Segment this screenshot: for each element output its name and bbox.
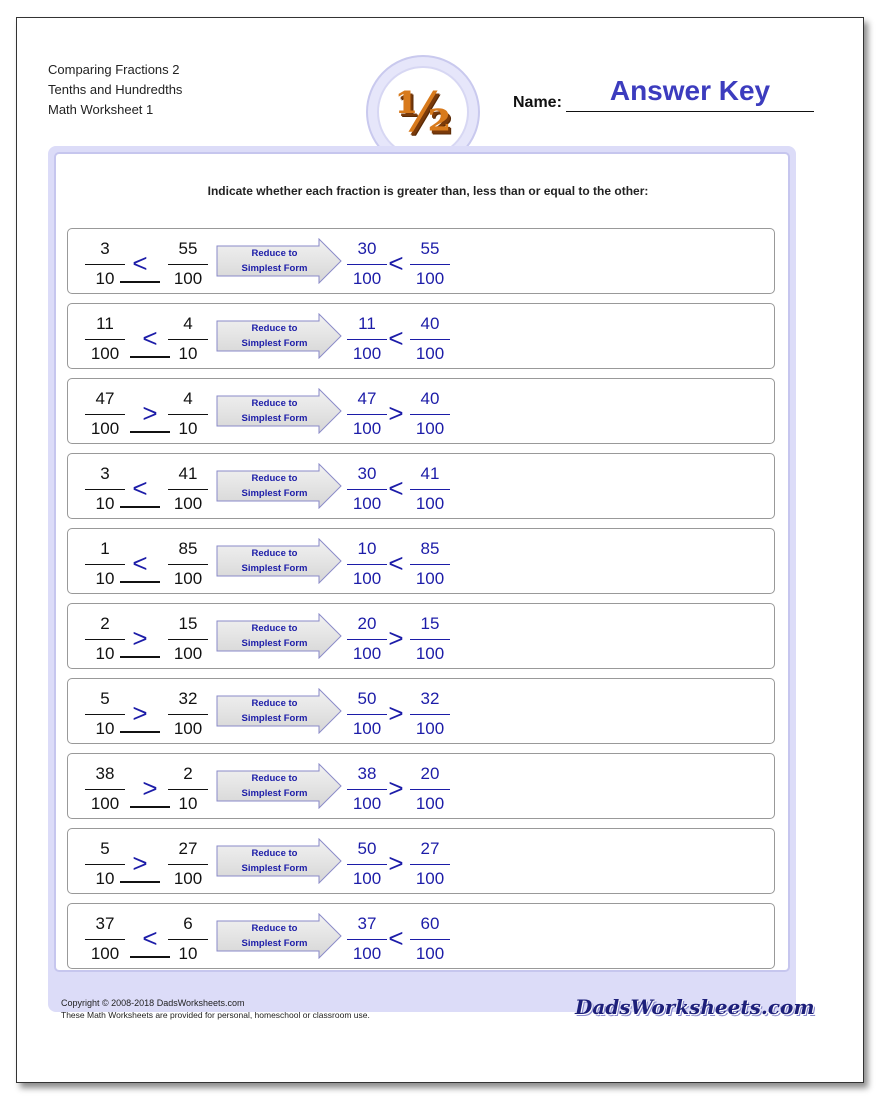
reduced-comparison-symbol: <: [388, 323, 404, 353]
reduce-label-line-1: Reduce to: [251, 848, 298, 859]
left-fraction-denominator: 100: [90, 944, 120, 963]
reduced-left-fraction-numerator: 47: [357, 389, 377, 408]
reduced-right-fraction-numerator: 20: [420, 764, 440, 783]
reduce-label-line-1: Reduce to: [251, 398, 298, 409]
reduce-label-line-2: Simplest Form: [241, 338, 308, 349]
problem-row: [67, 453, 775, 519]
reduced-comparison-symbol: >: [388, 398, 404, 428]
reduced-right-fraction-denominator: 100: [415, 944, 445, 963]
answer-blank[interactable]: [120, 881, 160, 883]
answer-blank[interactable]: [130, 806, 170, 808]
reduced-left-fraction-numerator: 20: [357, 614, 377, 633]
reduced-right-fraction: [408, 837, 452, 893]
reduced-right-fraction-denominator: 100: [415, 569, 445, 588]
reduced-comparison-symbol: <: [388, 548, 404, 578]
reduce-label: [216, 696, 333, 726]
left-fraction-denominator: 10: [95, 269, 115, 288]
right-fraction: [166, 837, 210, 893]
left-fraction-numerator: 5: [100, 839, 110, 858]
fraction-bar: [410, 414, 450, 415]
reduced-left-fraction-numerator: 50: [357, 839, 377, 858]
reduced-comparison-symbol: <: [388, 923, 404, 953]
left-fraction-denominator: 10: [95, 719, 115, 738]
reduced-right-fraction-numerator: 15: [420, 614, 440, 633]
brand-logo: DadsWorksheets.com: [575, 995, 815, 1019]
problem-row: [67, 678, 775, 744]
left-fraction: [83, 687, 127, 743]
reduced-left-fraction-numerator: 50: [357, 689, 377, 708]
comparison-symbol: >: [132, 623, 148, 653]
fraction-bar: [410, 864, 450, 865]
reduce-label: [216, 471, 333, 501]
usage-note: These Math Worksheets are provided for personal, homeschool or classroom use.: [61, 1010, 370, 1020]
reduced-left-fraction-denominator: 100: [352, 269, 382, 288]
problem-row: [67, 828, 775, 894]
left-fraction: [83, 387, 127, 443]
fraction-bar: [410, 714, 450, 715]
left-fraction: [83, 612, 127, 668]
fraction-bar: [85, 714, 125, 715]
left-fraction-denominator: 100: [90, 344, 120, 363]
worksheet-title-block: [48, 60, 182, 120]
reduced-right-fraction-numerator: 60: [420, 914, 440, 933]
left-fraction-denominator: 10: [95, 644, 115, 663]
right-fraction: [166, 237, 210, 293]
reduced-comparison-symbol: <: [388, 473, 404, 503]
left-fraction: [83, 762, 127, 818]
reduced-left-fraction-denominator: 100: [352, 569, 382, 588]
reduced-left-fraction-numerator: 30: [357, 464, 377, 483]
fraction-bar: [410, 489, 450, 490]
fraction-bar: [410, 939, 450, 940]
reduce-label-line-1: Reduce to: [251, 548, 298, 559]
fraction-bar: [168, 489, 208, 490]
fraction-bar: [85, 789, 125, 790]
reduced-left-fraction-numerator: 11: [358, 314, 376, 333]
fraction-bar: [410, 789, 450, 790]
fraction-bar: [168, 789, 208, 790]
left-fraction-numerator: 2: [100, 614, 110, 633]
comparison-symbol: >: [132, 848, 148, 878]
right-fraction-numerator: 4: [183, 314, 193, 333]
right-fraction-numerator: 32: [178, 689, 198, 708]
problem-row: [67, 228, 775, 294]
reduced-right-fraction-denominator: 100: [415, 269, 445, 288]
reduced-right-fraction-denominator: 100: [415, 344, 445, 363]
right-fraction-numerator: 41: [178, 464, 198, 483]
reduce-label: [216, 921, 333, 951]
comparison-symbol: <: [142, 323, 158, 353]
answer-blank[interactable]: [120, 506, 160, 508]
reduced-right-fraction-denominator: 100: [415, 419, 445, 438]
fraction-bar: [85, 414, 125, 415]
reduced-comparison-symbol: >: [388, 848, 404, 878]
reduced-left-fraction-denominator: 100: [352, 944, 382, 963]
right-fraction-denominator: 100: [173, 494, 203, 513]
right-fraction-denominator: 10: [178, 419, 198, 438]
reduced-right-fraction-numerator: 40: [420, 389, 440, 408]
left-fraction: [83, 912, 127, 968]
comparison-symbol: >: [132, 698, 148, 728]
fraction-bar: [85, 639, 125, 640]
right-fraction-denominator: 10: [178, 944, 198, 963]
reduce-label-line-2: Simplest Form: [241, 488, 308, 499]
right-fraction-numerator: 27: [178, 839, 198, 858]
comparison-symbol: <: [132, 248, 148, 278]
answer-blank[interactable]: [130, 956, 170, 958]
fraction-bar: [85, 939, 125, 940]
reduced-right-fraction-numerator: 41: [420, 464, 440, 483]
left-fraction-denominator: 10: [95, 494, 115, 513]
reduced-comparison-symbol: >: [388, 698, 404, 728]
right-fraction: [166, 462, 210, 518]
left-fraction-denominator: 10: [95, 869, 115, 888]
fraction-bar: [85, 564, 125, 565]
reduced-left-fraction-numerator: 38: [357, 764, 377, 783]
reduce-label-line-2: Simplest Form: [241, 563, 308, 574]
left-fraction-numerator: 47: [95, 389, 115, 408]
reduced-left-fraction-numerator: 30: [357, 239, 377, 258]
fraction-bar: [168, 264, 208, 265]
reduce-label-line-1: Reduce to: [251, 923, 298, 934]
reduced-right-fraction-denominator: 100: [415, 644, 445, 663]
left-fraction-denominator: 100: [90, 419, 120, 438]
left-fraction-numerator: 38: [95, 764, 115, 783]
problem-row: [67, 528, 775, 594]
reduced-right-fraction: [408, 312, 452, 368]
reduced-right-fraction: [408, 387, 452, 443]
worksheet-title-line-1: Comparing Fractions 2: [48, 62, 180, 77]
fraction-bar: [85, 339, 125, 340]
left-fraction: [83, 837, 127, 893]
reduce-label-line-1: Reduce to: [251, 623, 298, 634]
fraction-bar: [85, 489, 125, 490]
problem-row: [67, 303, 775, 369]
right-fraction-denominator: 100: [173, 644, 203, 663]
right-fraction: [166, 312, 210, 368]
fraction-bar: [168, 414, 208, 415]
reduce-label-line-2: Simplest Form: [241, 263, 308, 274]
answer-blank[interactable]: [120, 581, 160, 583]
reduce-label-line-1: Reduce to: [251, 773, 298, 784]
fraction-bar: [168, 939, 208, 940]
problem-row: [67, 603, 775, 669]
problem-row: [67, 753, 775, 819]
comparison-symbol: <: [132, 473, 148, 503]
reduced-left-fraction-denominator: 100: [352, 794, 382, 813]
reduced-left-fraction-denominator: 100: [352, 494, 382, 513]
right-fraction-numerator: 85: [178, 539, 198, 558]
right-fraction: [166, 762, 210, 818]
fraction-bar: [168, 639, 208, 640]
left-fraction-numerator: 3: [100, 464, 110, 483]
reduced-right-fraction-denominator: 100: [415, 494, 445, 513]
reduced-comparison-symbol: >: [388, 623, 404, 653]
reduced-comparison-symbol: <: [388, 248, 404, 278]
copyright-text: Copyright © 2008-2018 DadsWorksheets.com: [61, 998, 245, 1008]
comparison-symbol: >: [142, 398, 158, 428]
reduce-label-line-1: Reduce to: [251, 323, 298, 334]
reduce-label-line-2: Simplest Form: [241, 713, 308, 724]
reduced-left-fraction-denominator: 100: [352, 869, 382, 888]
name-label: Name:: [513, 94, 562, 111]
comparison-symbol: <: [132, 548, 148, 578]
left-fraction-numerator: 3: [100, 239, 110, 258]
reduce-label: [216, 771, 333, 801]
reduce-label-line-2: Simplest Form: [241, 938, 308, 949]
right-fraction-numerator: 6: [183, 914, 193, 933]
reduce-label-line-1: Reduce to: [251, 248, 298, 259]
reduce-label: [216, 321, 333, 351]
right-fraction-numerator: 2: [183, 764, 193, 783]
right-fraction: [166, 612, 210, 668]
reduced-left-fraction-denominator: 100: [352, 344, 382, 363]
name-line: [566, 111, 814, 112]
left-fraction: [83, 537, 127, 593]
reduce-label: [216, 396, 333, 426]
fraction-bar: [410, 564, 450, 565]
fraction-bar: [410, 339, 450, 340]
reduced-left-fraction-numerator: 37: [357, 914, 377, 933]
reduce-label-line-1: Reduce to: [251, 698, 298, 709]
reduced-right-fraction: [408, 762, 452, 818]
reduced-left-fraction-denominator: 100: [352, 644, 382, 663]
answer-blank[interactable]: [130, 356, 170, 358]
right-fraction-numerator: 15: [178, 614, 198, 633]
fraction-bar: [168, 864, 208, 865]
reduce-label-line-2: Simplest Form: [241, 413, 308, 424]
reduced-left-fraction-numerator: 10: [357, 539, 377, 558]
left-fraction: [83, 312, 127, 368]
reduced-right-fraction-denominator: 100: [415, 869, 445, 888]
left-fraction: [83, 462, 127, 518]
reduce-label-line-1: Reduce to: [251, 473, 298, 484]
answer-blank[interactable]: [120, 281, 160, 283]
reduced-right-fraction-numerator: 32: [420, 689, 440, 708]
reduce-label: [216, 621, 333, 651]
instructions: Indicate whether each fraction is greater than, less than or equal to the other:: [207, 184, 649, 198]
fraction-bar: [85, 264, 125, 265]
comparison-symbol: <: [142, 923, 158, 953]
answer-key-text: Answer Key: [609, 75, 771, 106]
comparison-symbol: >: [142, 773, 158, 803]
reduce-label-line-2: Simplest Form: [241, 863, 308, 874]
fraction-bar: [168, 564, 208, 565]
reduced-right-fraction: [408, 237, 452, 293]
reduced-right-fraction-denominator: 100: [415, 794, 445, 813]
reduced-right-fraction: [408, 912, 452, 968]
right-fraction: [166, 687, 210, 743]
fraction-bar: [410, 639, 450, 640]
worksheet-title-line-2: Tenths and Hundredths: [48, 82, 183, 97]
reduced-left-fraction-denominator: 100: [352, 719, 382, 738]
right-fraction: [166, 912, 210, 968]
reduced-right-fraction: [408, 687, 452, 743]
right-fraction-denominator: 10: [178, 794, 198, 813]
reduced-right-fraction-numerator: 27: [420, 839, 440, 858]
right-fraction-numerator: 4: [183, 389, 193, 408]
right-fraction-denominator: 100: [173, 719, 203, 738]
right-fraction-denominator: 100: [173, 569, 203, 588]
reduce-label: [216, 246, 333, 276]
right-fraction-denominator: 100: [173, 269, 203, 288]
reduce-label-line-2: Simplest Form: [241, 788, 308, 799]
fraction-bar: [85, 864, 125, 865]
right-fraction: [166, 537, 210, 593]
worksheet-title-line-3: Math Worksheet 1: [48, 102, 154, 117]
problem-row: [67, 378, 775, 444]
reduce-label-line-2: Simplest Form: [241, 638, 308, 649]
left-fraction: [83, 237, 127, 293]
fraction-bar: [168, 339, 208, 340]
left-fraction-denominator: 10: [95, 569, 115, 588]
reduced-right-fraction: [408, 612, 452, 668]
answer-blank[interactable]: [130, 431, 170, 433]
answer-blank[interactable]: [120, 731, 160, 733]
one-half-icon: ½: [394, 80, 452, 144]
left-fraction-denominator: 100: [90, 794, 120, 813]
fraction-bar: [410, 264, 450, 265]
reduce-label: [216, 846, 333, 876]
right-fraction-numerator: 55: [178, 239, 198, 258]
reduced-left-fraction-denominator: 100: [352, 419, 382, 438]
reduced-right-fraction-numerator: 85: [420, 539, 440, 558]
right-fraction-denominator: 100: [173, 869, 203, 888]
footer: [61, 997, 370, 1021]
fraction-bar: [168, 714, 208, 715]
reduced-right-fraction-denominator: 100: [415, 719, 445, 738]
reduce-label: [216, 546, 333, 576]
right-fraction-denominator: 10: [178, 344, 198, 363]
reduced-right-fraction: [408, 537, 452, 593]
problem-row: [67, 903, 775, 969]
answer-blank[interactable]: [120, 656, 160, 658]
reduced-right-fraction: [408, 462, 452, 518]
reduced-right-fraction-numerator: 40: [420, 314, 440, 333]
left-fraction-numerator: 1: [100, 539, 110, 558]
left-fraction-numerator: 5: [100, 689, 110, 708]
left-fraction-numerator: 37: [95, 914, 115, 933]
reduced-comparison-symbol: >: [388, 773, 404, 803]
right-fraction: [166, 387, 210, 443]
reduced-right-fraction-numerator: 55: [420, 239, 440, 258]
left-fraction-numerator: 11: [96, 314, 114, 333]
